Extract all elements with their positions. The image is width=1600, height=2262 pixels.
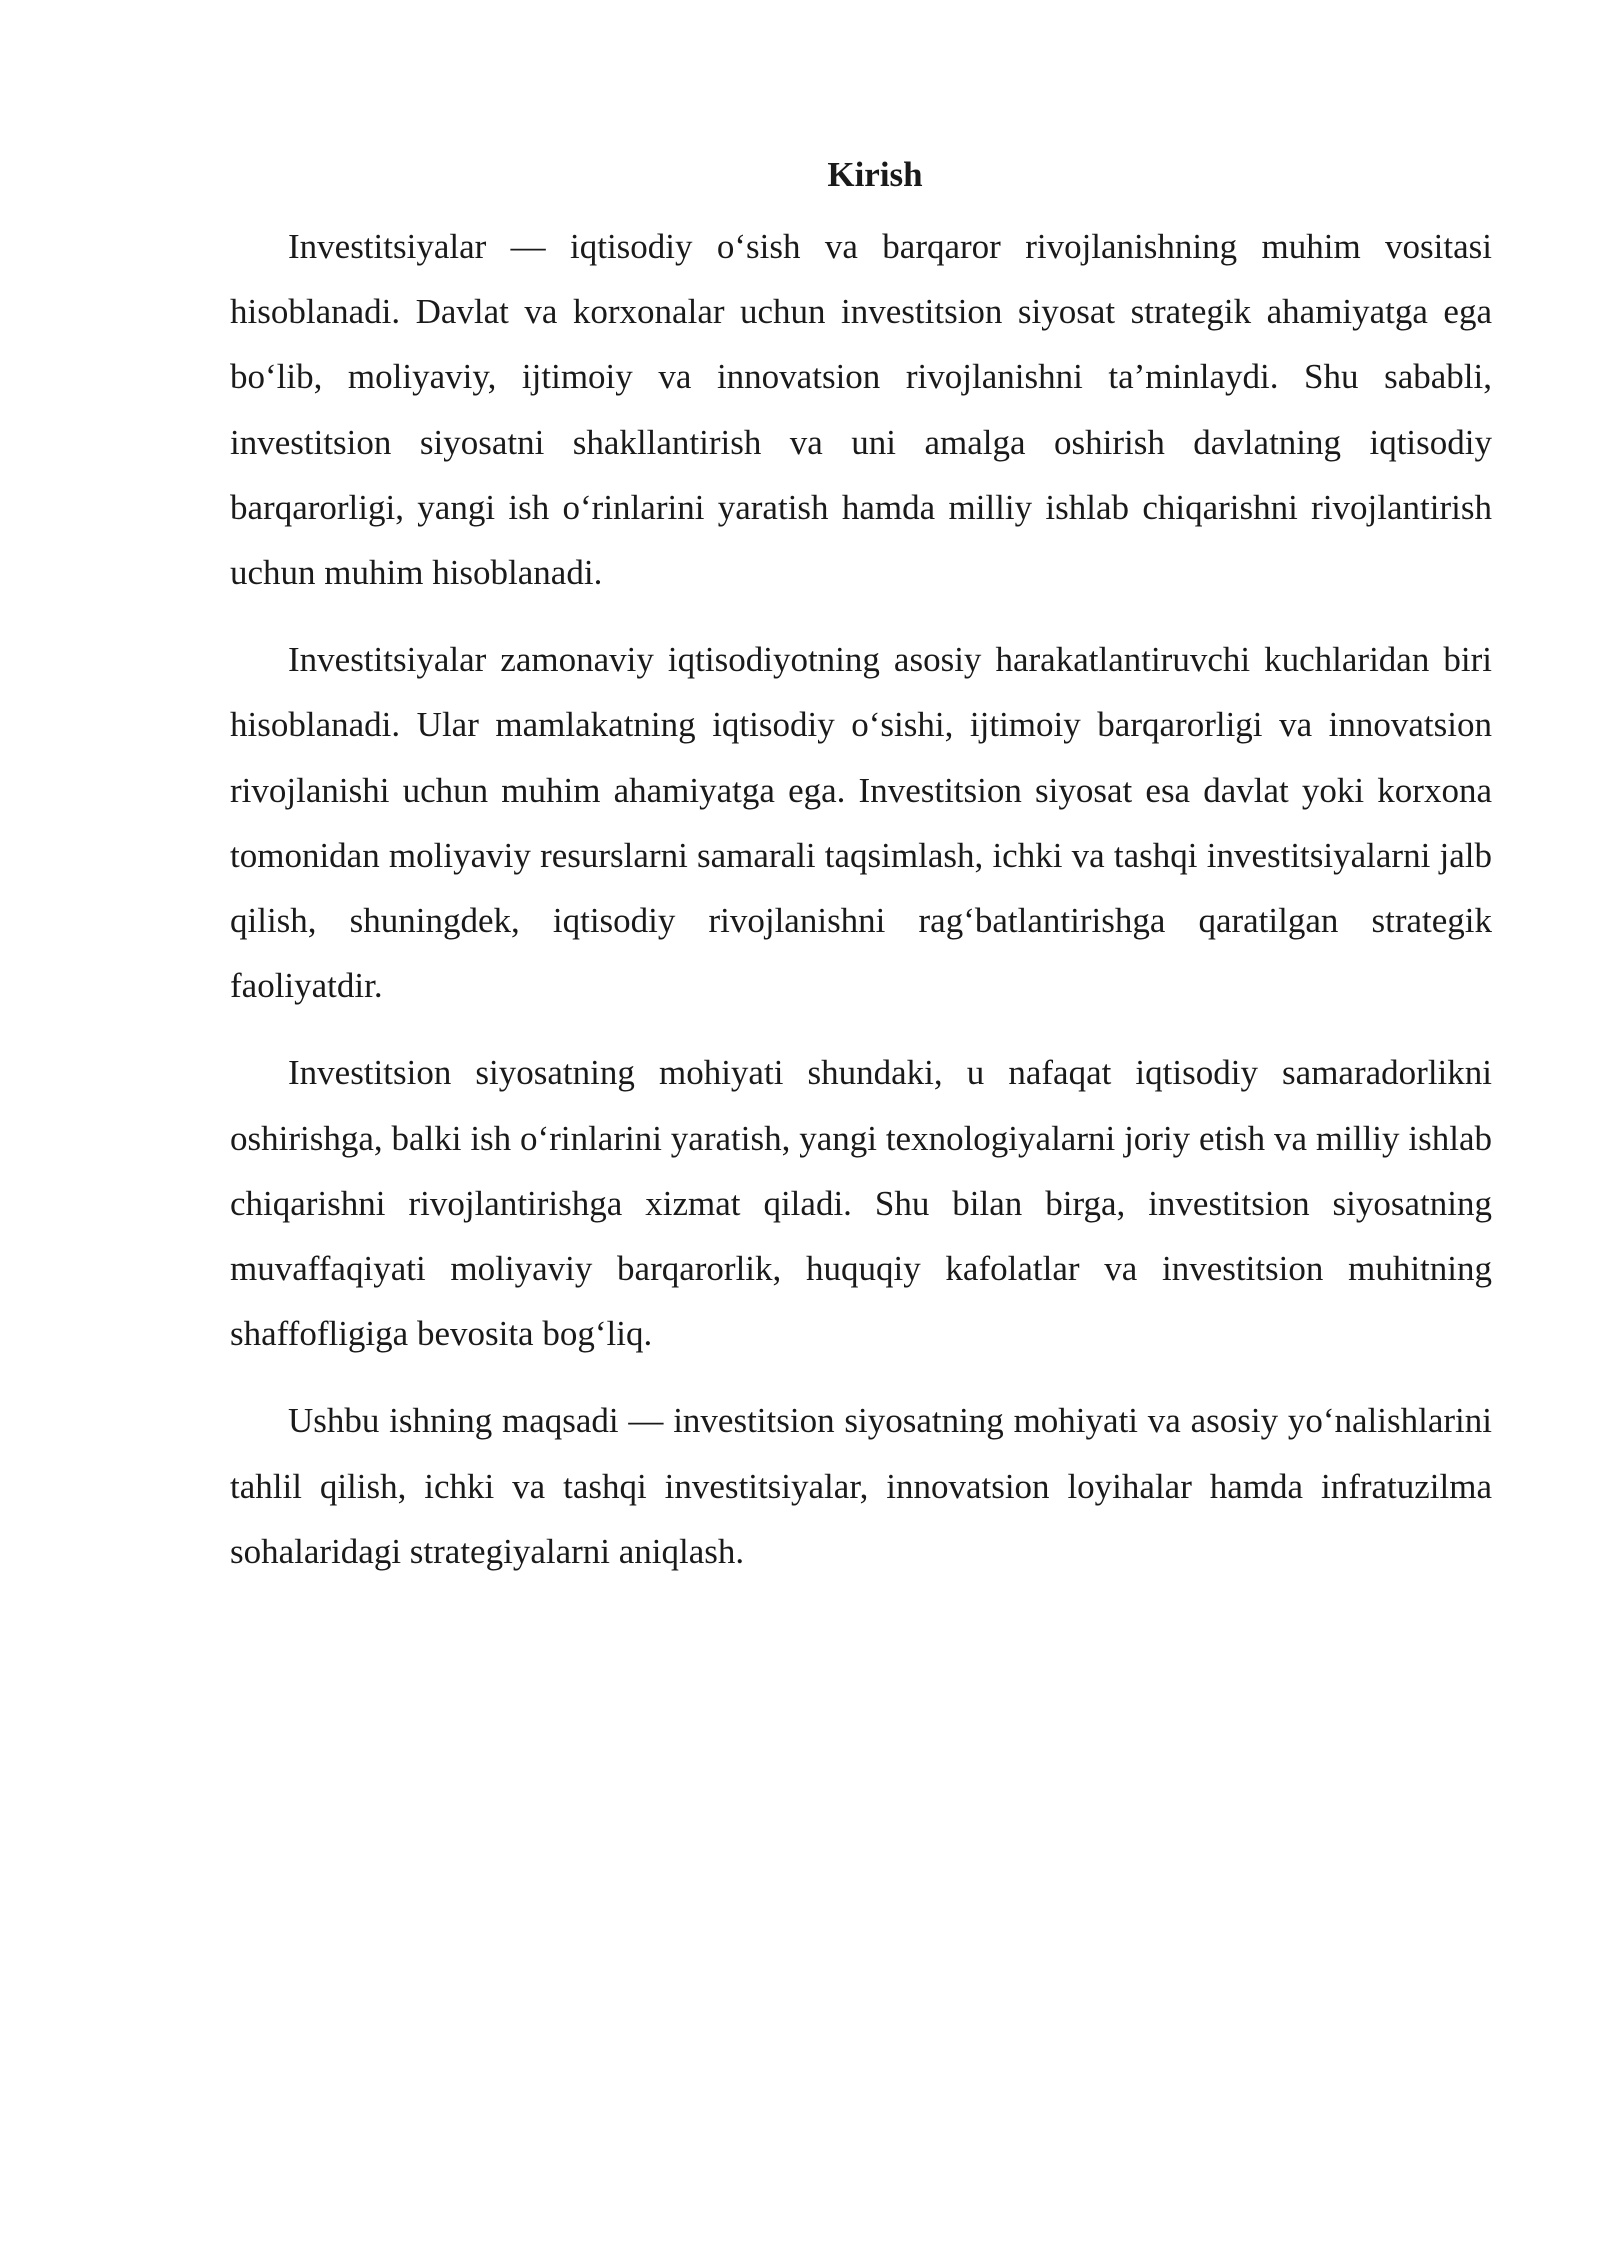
document-body bbox=[230, 148, 1492, 1606]
page-title: Kirish bbox=[827, 155, 923, 194]
paragraph-4: Ushbu ishning maqsadi — investitsion siyosatning mohiyati va asosiy yo‘nalishlarini tahlil qilish, ichki va tashqi investitsiyalar, innovatsion loyihalar hamda infratuzilma sohalaridagi strategiyalarni aniqlash. bbox=[230, 1401, 1492, 1571]
paragraph-2: Investitsiyalar zamonaviy iqtisodiyotning asosiy harakatlantiruvchi kuchlaridan biri hisoblanadi. Ular mamlakatning iqtisodiy o‘sishi, ijtimoiy barqarorligi va innovatsion rivojlanishi uchun muhim ahamiyatga ega. Investitsion siyosat esa davlat yoki korxona tomonidan moliyaviy resurslarni samarali taqsimlash, ichki va tashqi investitsiyalarni jalb qilish, shuningdek, iqtisodiy rivojlanishni rag‘batlantirishga qaratilgan strategik faoliyatdir. bbox=[230, 640, 1492, 1006]
paragraph-3: Investitsion siyosatning mohiyati shundaki, u nafaqat iqtisodiy samaradorlikni oshirishga, balki ish o‘rinlarini yaratish, yangi texnologiyalarni joriy etish va milliy ishlab chiqarishni rivojlantirishga xizmat qiladi. Shu bilan birga, investitsion siyosatning muvaffaqiyati moliyaviy barqarorlik, huquqiy kafolatlar va investitsion muhitning shaffofligiga bevosita bog‘liq. bbox=[230, 1053, 1492, 1354]
paragraph-1: Investitsiyalar — iqtisodiy o‘sish va barqaror rivojlanishning muhim vositasi hisoblanadi. Davlat va korxonalar uchun investitsion siyosat strategik ahamiyatga ega bo‘lib, moliyaviy, ijtimoiy va innovatsion rivojlanishni ta’minlaydi. Shu sababli, investitsion siyosatni shakllantirish va uni amalga oshirish davlatning iqtisodiy barqarorligi, yangi ish o‘rinlarini yaratish hamda milliy ishlab chiqarishni rivojlantirish uchun muhim hisoblanadi. bbox=[230, 227, 1492, 593]
